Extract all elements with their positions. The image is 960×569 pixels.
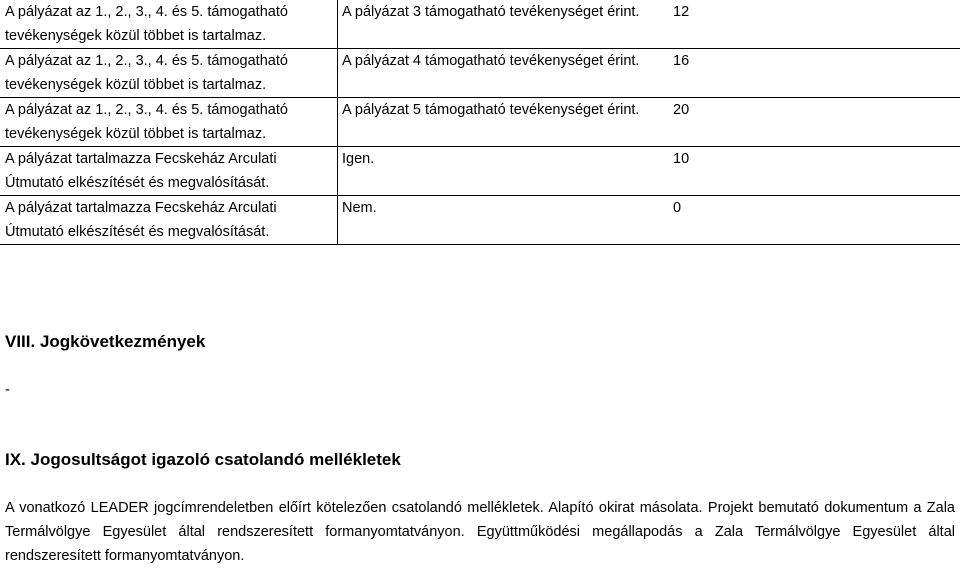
option-cell: Igen. xyxy=(338,147,673,196)
table-row xyxy=(0,196,960,245)
option-cell: Nem. xyxy=(338,196,673,245)
points-cell: 16 xyxy=(672,49,960,98)
table-row xyxy=(0,49,960,98)
table-row xyxy=(0,0,960,49)
section-9-heading: IX. Jogosultságot igazoló csatolandó mellékletek xyxy=(5,450,401,469)
points-cell: 20 xyxy=(672,98,960,147)
option-cell: A pályázat 3 támogatható tevékenységet érint. xyxy=(338,0,673,49)
option-cell: A pályázat 4 támogatható tevékenységet érint. xyxy=(338,49,673,98)
scoring-table xyxy=(0,0,960,245)
points-cell: 0 xyxy=(672,196,960,245)
option-cell: A pályázat 5 támogatható tevékenységet érint. xyxy=(338,98,673,147)
criterion-cell: A pályázat tartalmazza Fecskeház Arculati Útmutató elkészítését és megvalósítását. xyxy=(0,147,338,196)
table-row xyxy=(0,98,960,147)
points-cell: 12 xyxy=(672,0,960,49)
criterion-cell: A pályázat az 1., 2., 3., 4. és 5. támogatható tevékenységek közül többet is tartalmaz. xyxy=(0,98,338,147)
table-row xyxy=(0,147,960,196)
section-9-body: A vonatkozó LEADER jogcímrendeletben előírt kötelezően csatolandó mellékletek. Alapító okirat másolata. Projekt bemutató dokumentum a Zala Termálvölgye Egyesület által rendszeresített formanyomtatványon. Együttműködési megállapodás a Zala Termálvölgye Egyesület által rendszeresített formanyomtatványon. xyxy=(5,500,955,564)
criterion-cell: A pályázat az 1., 2., 3., 4. és 5. támogatható tevékenységek közül többet is tartalmaz. xyxy=(0,49,338,98)
section-8-heading: VIII. Jogkövetkezmények xyxy=(5,332,206,351)
section-8-body: - xyxy=(5,381,10,398)
points-cell: 10 xyxy=(672,147,960,196)
criterion-cell: A pályázat tartalmazza Fecskeház Arculati Útmutató elkészítését és megvalósítását. xyxy=(0,196,338,245)
criterion-cell: A pályázat az 1., 2., 3., 4. és 5. támogatható tevékenységek közül többet is tartalmaz. xyxy=(0,0,338,49)
